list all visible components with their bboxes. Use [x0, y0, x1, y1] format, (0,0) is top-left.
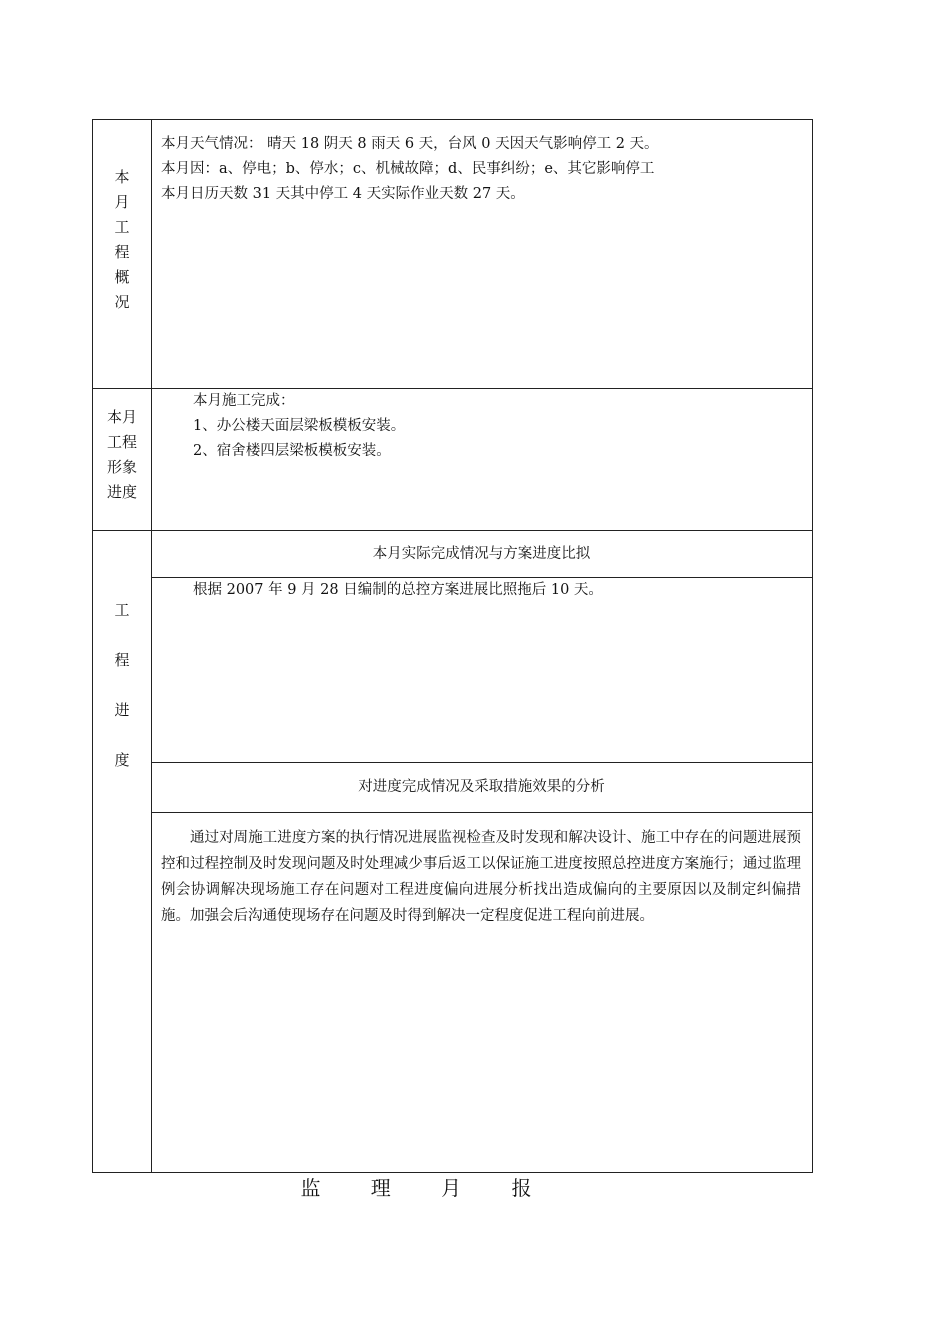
section-label-project-progress — [93, 598, 151, 773]
stoppage-causes-line: 本月因：a、停电；b、停水；c、机械故障；d、民事纠纷；e、其它影响停工 — [161, 161, 655, 177]
completed-heading: 本月施工完成： — [193, 393, 295, 409]
label-char: 月 — [114, 193, 130, 211]
row-divider — [151, 762, 812, 763]
actual-vs-plan-heading: 本月实际完成情况与方案进度比拟 — [372, 546, 591, 562]
section-label-visual-progress — [93, 405, 151, 505]
label-char: 况 — [114, 293, 130, 311]
label-line: 本月 — [106, 408, 137, 426]
completed-item: 1、办公楼天面层梁板模板安装。 — [193, 418, 406, 434]
label-line: 进度 — [106, 483, 137, 501]
weather-line: 本月天气情况： 晴天 18 阴天 8 雨天 6 天，台风 0 天因天气影响停工 2 天。 — [161, 136, 659, 152]
section-label-monthly-overview — [93, 165, 151, 315]
row-divider — [151, 812, 812, 813]
label-line: 工程 — [106, 433, 137, 451]
report-table — [92, 119, 813, 1173]
label-char: 概 — [114, 268, 130, 286]
completed-item: 2、宿舍楼四层梁板模板安装。 — [193, 443, 391, 459]
label-char: 程 — [114, 243, 130, 261]
label-char: 工 — [114, 601, 130, 619]
monthly-overview-content — [161, 132, 801, 207]
analysis-text: 通过对周施工进度方案的执行情况进展监视检查及时发现和解决设计、施工中存在的问题进展预控和过程控制及时发现问题及时处理减少事后返工以保证施工进度按照总控进度方案施行；通过监理例会协调解决现场施工存在问题对工程进度偏向进展分析找出造成偏向的主要原因以及制定纠偏措施。加强会后沟通使现场存在问题及时得到解决一定程度促进工程向前进展。 — [161, 830, 801, 924]
visual-progress-content — [193, 389, 793, 464]
row-divider — [93, 530, 812, 531]
actual-vs-plan-text: 根据 2007 年 9 月 28 日编制的总控方案进展比照拖后 10 天。 — [193, 582, 603, 598]
analysis-heading: 对进度完成情况及采取措施效果的分析 — [358, 779, 605, 795]
report-title: 监 理 月 报 — [300, 1176, 554, 1200]
label-char: 度 — [114, 751, 130, 769]
label-char: 进 — [114, 701, 130, 719]
column-divider — [151, 120, 152, 1172]
label-char: 程 — [114, 651, 130, 669]
label-char: 工 — [114, 218, 130, 236]
label-char: 本 — [114, 168, 130, 186]
calendar-days-line: 本月日历天数 31 天其中停工 4 天实际作业天数 27 天。 — [161, 186, 525, 202]
label-line: 形象 — [106, 458, 137, 476]
